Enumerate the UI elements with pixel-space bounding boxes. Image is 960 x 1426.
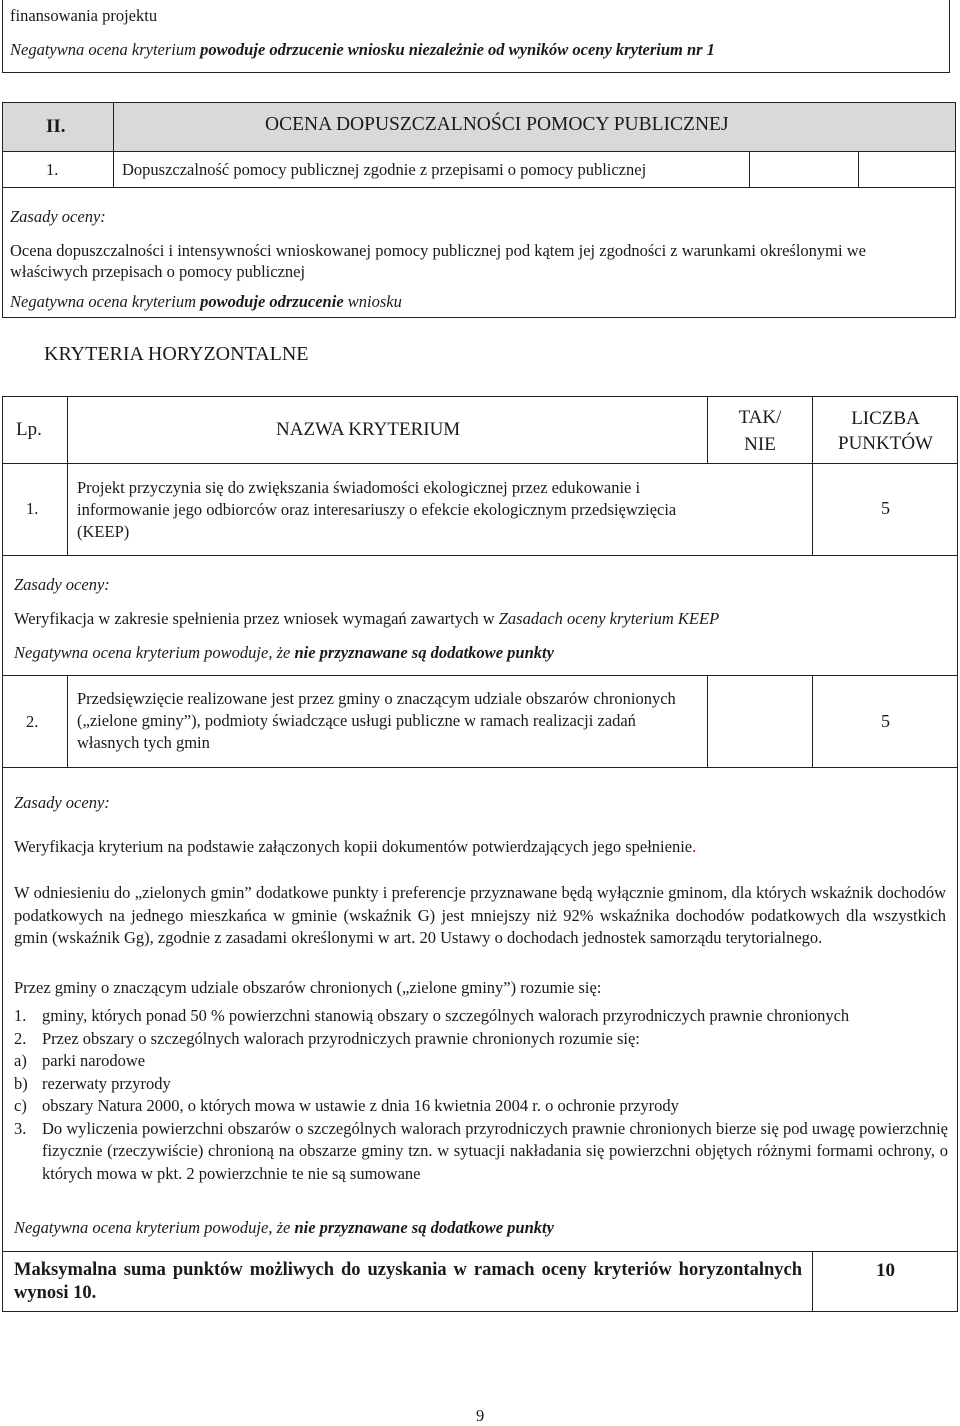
list-marker: 1. [14, 1006, 27, 1025]
neg-bold: nie przyznawane są dodatkowe punkty [294, 643, 554, 662]
list-marker: c) [14, 1096, 27, 1115]
c2-divider-1 [67, 676, 68, 768]
section-ii-zasady-text: Ocena dopuszczalności i intensywności wnioskowanej pomocy publicznej pod kątem jej zgodności z warunkami określonymi we właściwych przepisach o pomocy publicznej [10, 241, 866, 281]
verify-text: Weryfikacja kryterium na podstawie załączonych kopii dokumentów potwierdzających jego spełnienie [14, 837, 693, 856]
list-text: gminy, których ponad 50 % powierzchni stanowią obszary o szczególnych walorach przyrodniczych prawnie chronionych [42, 1006, 850, 1025]
section-ii-title: OCENA DOPUSZCZALNOŚCI POMOCY PUBLICZNEJ [265, 114, 729, 135]
c1-divider-1 [67, 464, 68, 556]
item-row-divider-1 [113, 152, 114, 188]
criterion-1-verify [14, 609, 719, 629]
section-ii-negative-note [10, 292, 402, 312]
section-ii-item-title: Dopuszczalność pomocy publicznej zgodnie z przepisami o pomocy publicznej [122, 160, 647, 179]
neg-bold: nie przyznawane są dodatkowe punkty [294, 1218, 554, 1237]
list-item [14, 1050, 948, 1073]
summary-text: Maksymalna suma punktów możliwych do uzyskania w ramach oceny kryteriów horyzontalnych wynosi 10. [14, 1260, 802, 1303]
section-ii-zasady-label: Zasady oceny: [10, 207, 106, 226]
list-text: Do wyliczenia powierzchni obszarów o szczególnych walorach przyrodniczych prawnie chronionych bierze się pod uwagę powierzchnię fizycznie (rzeczywiście) chronioną na obszarze gminy tzn. w sytuacji nakładania się powierzchni objętych różnymi formami ochrony, o których mowa w pkt. 2 powierzchnie te nie są sumowane [42, 1118, 948, 1183]
item-row-divider-2 [749, 152, 750, 188]
section-ii-number: II. [46, 116, 66, 137]
header-taknie [708, 404, 812, 458]
criterion-2-list [14, 1005, 948, 1185]
list-marker: 2. [14, 1028, 27, 1048]
criterion-2-num: 2. [26, 712, 39, 731]
header-points-2: PUNKTÓW [838, 433, 933, 454]
verify-dot: . [692, 837, 697, 856]
criterion-2-name: Przedsięwzięcie realizowane jest przez gminy o znaczącym udziale obszarów chronionych („zielone gminy”), podmioty świadczące usługi publiczne w ramach realizacji zadań własnych tych gmin [77, 689, 676, 752]
verify-prefix: Weryfikacja w zakresie spełnienia przez wniosek wymagań zawartych w [14, 609, 499, 628]
criterion-2-verify [14, 837, 696, 857]
header-name: NAZWA KRYTERIUM [276, 419, 461, 440]
list-text: rezerwaty przyrody [42, 1073, 171, 1093]
neg-prefix: Negatywna ocena kryterium powoduje, że [14, 1218, 295, 1237]
summary-value: 10 [876, 1260, 895, 1281]
list-item [14, 1073, 948, 1096]
list-item [14, 1095, 948, 1118]
list-marker: 3. [14, 1118, 27, 1138]
criterion-1-num: 1. [26, 499, 39, 518]
neg-prefix: Negatywna ocena kryterium [10, 292, 201, 311]
kryteria-heading: KRYTERIA HORYZONTALNE [44, 343, 309, 365]
criterion-2-points: 5 [881, 711, 890, 731]
page-number: 9 [476, 1406, 485, 1425]
list-item [14, 1005, 948, 1028]
list-item [14, 1118, 948, 1186]
item-row-divider-3 [858, 152, 859, 188]
section-ii-divider [113, 102, 114, 152]
criterion-1-name: Projekt przyczynia się do zwiększania świadomości ekologicznej przez edukowanie i informowanie jego odbiorców oraz interesariuszy o efekcie ekologicznym przedsięwzięcia (KEEP) [77, 478, 677, 541]
header-taknie-1: TAK/ [738, 407, 782, 428]
neg-suffix: wniosku [343, 292, 402, 311]
header-divider-1 [67, 396, 68, 464]
header-taknie-2: NIE [744, 434, 776, 455]
list-text: obszary Natura 2000, o których mowa w ustawie z dnia 16 kwietnia 2004 r. o ochronie przyrody [42, 1096, 679, 1115]
header-lp: Lp. [16, 419, 42, 440]
header-points-1: LICZBA [851, 408, 920, 429]
criterion-2-paragraph-2: Przez gminy o znaczącym udziale obszarów chronionych („zielone gminy”) rozumie się: [14, 978, 602, 997]
list-text: Przez obszary o szczególnych walorach przyrodniczych prawnie chronionych rozumie się: [42, 1028, 640, 1048]
list-item [14, 1028, 948, 1051]
neg-bold: powoduje odrzucenie [200, 292, 344, 311]
criterion-1-points: 5 [881, 498, 890, 518]
neg-prefix: Negatywna ocena kryterium [10, 40, 201, 59]
section-ii-item-num: 1. [46, 160, 59, 179]
criterion-2-negative-note [14, 1218, 554, 1238]
criterion-1-zasady-label: Zasady oceny: [14, 575, 110, 594]
list-marker: a) [14, 1051, 27, 1070]
header-points [813, 406, 958, 456]
criterion-2-zasady-label: Zasady oceny: [14, 793, 110, 812]
verify-italic: Zasadach oceny kryterium KEEP [498, 609, 720, 628]
neg-bold: powoduje odrzucenie wniosku niezależnie od wyników oceny kryterium nr 1 [200, 40, 715, 59]
criterion-1-negative-note [14, 643, 554, 663]
list-marker: b) [14, 1073, 28, 1093]
list-text: parki narodowe [42, 1051, 146, 1070]
top-box-negative-note [10, 40, 715, 60]
top-box-line1: finansowania projektu [10, 6, 158, 25]
neg-prefix: Negatywna ocena kryterium powoduje, że [14, 643, 295, 662]
c2-divider-2 [707, 676, 708, 768]
criterion-2-paragraph-1: W odniesieniu do „zielonych gmin” dodatkowe punkty i preferencje przyznawane będą wyłącznie gminom, dla których wskaźnik dochodów podatkowych na jednego mieszkańca w gminie (wskaźnik G) jest mniejszy niż 92% wskaźnika dochodów podatkowych dla wszystkich gmin (wskaźnik Gg), zgodnie z zasadami określonymi w art. 20 Ustawy o dochodach jednostek samorządu terytorialnego. [14, 883, 946, 947]
